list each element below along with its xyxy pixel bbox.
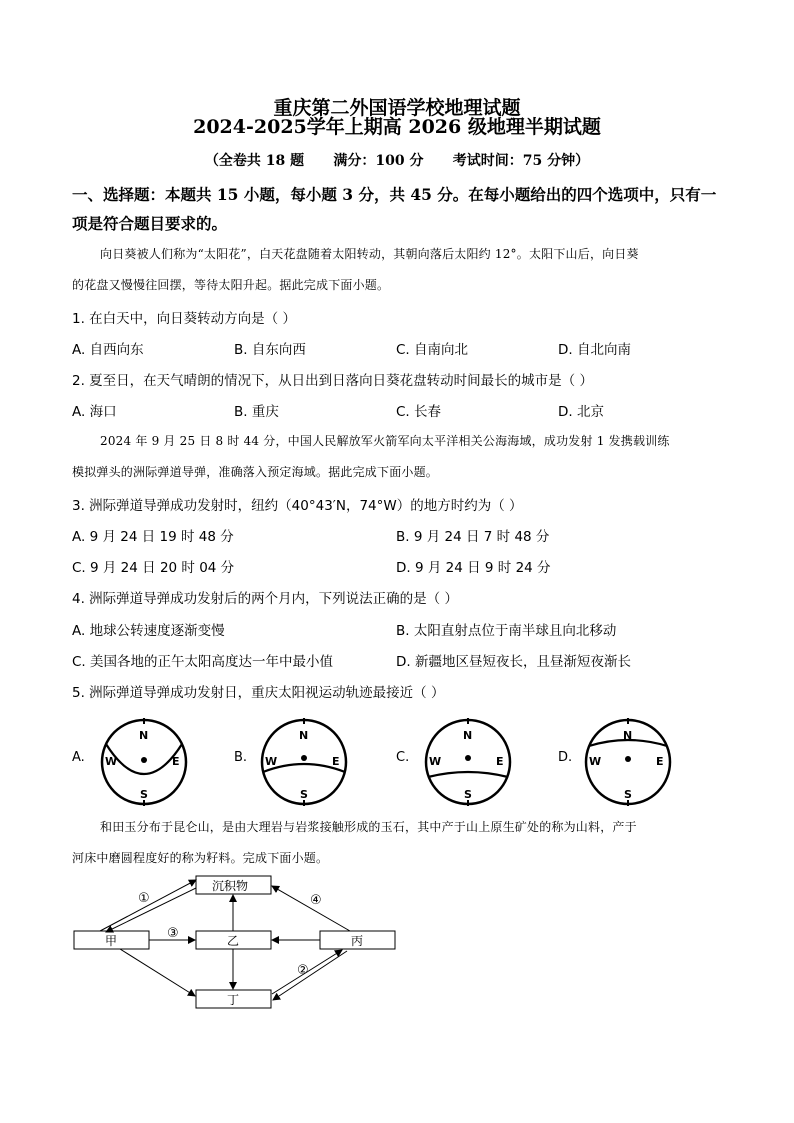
question-1-option-b: B. 自东向西 [234, 342, 306, 358]
passage1-line2: 的花盘又慢慢往回摆，等待太阳升起。据此完成下面小题。 [72, 278, 390, 292]
question-4-stem: 4. 洲际弹道导弹成功发射后的两个月内，下列说法正确的是（ ） [72, 591, 458, 607]
compass-n: N [623, 729, 633, 742]
compass-w: W [265, 755, 278, 768]
question-4-option-a: A. 地球公转速度逐渐变慢 [72, 623, 225, 639]
question-4-option-d: D. 新疆地区昼短夜长，且昼渐短夜渐长 [396, 654, 631, 670]
passage2-line2: 模拟弹头的洲际弹道导弹，准确落入预定海域。据此完成下面小题。 [72, 465, 439, 479]
sun-path-diagram-a [96, 714, 192, 810]
compass-e: E [172, 755, 180, 768]
compass-e: E [656, 755, 664, 768]
question-1-stem: 1. 在白天中，向日葵转动方向是（ ） [72, 311, 296, 327]
compass-w: W [429, 755, 442, 768]
question-3-option-b: B. 9 月 24 日 7 时 48 分 [396, 529, 550, 545]
compass-e: E [496, 755, 504, 768]
passage2-line1: 2024 年 9 月 25 日 8 时 44 分，中国人民解放军火箭军向太平洋相关公海海域，成功发射 1 发携载训练 [100, 434, 670, 448]
exam-meta: （全卷共 18 题 满分：100 分 考试时间：75 分钟） [204, 153, 590, 169]
label-ding: 丁 [227, 993, 240, 1007]
sun-diagram-c-label: C. [396, 750, 410, 765]
compass-n: N [139, 729, 149, 742]
section-heading-line1: 一、选择题：本题共 15 小题，每小题 3 分，共 45 分。在每小题给出的四个选项中，只有一 [72, 185, 717, 204]
question-4-option-b: B. 太阳直射点位于南半球且向北移动 [396, 623, 617, 639]
compass-n: N [463, 729, 473, 742]
passage3-line2: 河床中磨圆程度好的称为籽料。完成下面小题。 [72, 851, 329, 865]
question-5-stem: 5. 洲际弹道导弹成功发射日，重庆太阳视运动轨迹最接近（ ） [72, 685, 445, 701]
rock-cycle-diagram [60, 866, 410, 1016]
question-2-option-c: C. 长春 [396, 404, 442, 420]
compass-e: E [332, 755, 340, 768]
question-1-option-d: D. 自北向南 [558, 342, 631, 358]
exam-subtitle: 2024-2025学年上期高 2026 级地理半期试题 [193, 116, 601, 138]
mark-3: ③ [167, 926, 179, 941]
question-3-option-a: A. 9 月 24 日 19 时 48 分 [72, 529, 234, 545]
compass-n: N [299, 729, 309, 742]
sun-path-diagram-b [256, 714, 352, 810]
question-1-option-a: A. 自西向东 [72, 342, 144, 358]
question-2-option-b: B. 重庆 [234, 404, 279, 420]
section-heading-line2: 项是符合题目要求的。 [72, 214, 228, 233]
label-bing: 丙 [351, 934, 364, 948]
question-2-stem: 2. 夏至日，在天气晴朗的情况下，从日出到日落向日葵花盘转动时间最长的城市是（ ） [72, 373, 593, 389]
compass-w: W [589, 755, 602, 768]
mark-1: ① [138, 891, 150, 906]
question-3-stem: 3. 洲际弹道导弹成功发射时，纽约（40°43′N，74°W）的地方时约为（ ） [72, 498, 523, 514]
mark-4: ④ [310, 893, 322, 908]
question-4-option-c: C. 美国各地的正午太阳高度达一年中最小值 [72, 654, 334, 670]
passage3-line1: 和田玉分布于昆仑山，是由大理岩与岩浆接触形成的玉石，其中产于山上原生矿处的称为山料，产于 [100, 820, 637, 834]
sun-diagram-a-label: A. [72, 750, 85, 765]
label-yi: 乙 [227, 934, 240, 948]
question-2-option-d: D. 北京 [558, 404, 604, 420]
question-3-option-d: D. 9 月 24 日 9 时 24 分 [396, 560, 551, 576]
label-jia: 甲 [105, 934, 118, 948]
question-3-option-c: C. 9 月 24 日 20 时 04 分 [72, 560, 235, 576]
compass-s: S [140, 788, 148, 801]
compass-w: W [105, 755, 118, 768]
mark-2: ② [297, 963, 309, 978]
question-2-option-a: A. 海口 [72, 404, 117, 420]
sun-path-diagram-c [420, 714, 516, 810]
exam-school-title: 重庆第二外国语学校地理试题 [273, 97, 521, 119]
sun-path-diagram-d [580, 714, 676, 810]
compass-s: S [300, 788, 308, 801]
question-1-option-c: C. 自南向北 [396, 342, 469, 358]
compass-s: S [624, 788, 632, 801]
sun-diagram-b-label: B. [234, 750, 248, 765]
label-sediment: 沉积物 [212, 879, 249, 893]
sun-diagram-d-label: D. [558, 750, 573, 765]
passage1-line1: 向日葵被人们称为“太阳花”，白天花盘随着太阳转动，其朝向落后太阳约 12°。太阳下山后，向日葵 [100, 247, 639, 261]
compass-s: S [464, 788, 472, 801]
